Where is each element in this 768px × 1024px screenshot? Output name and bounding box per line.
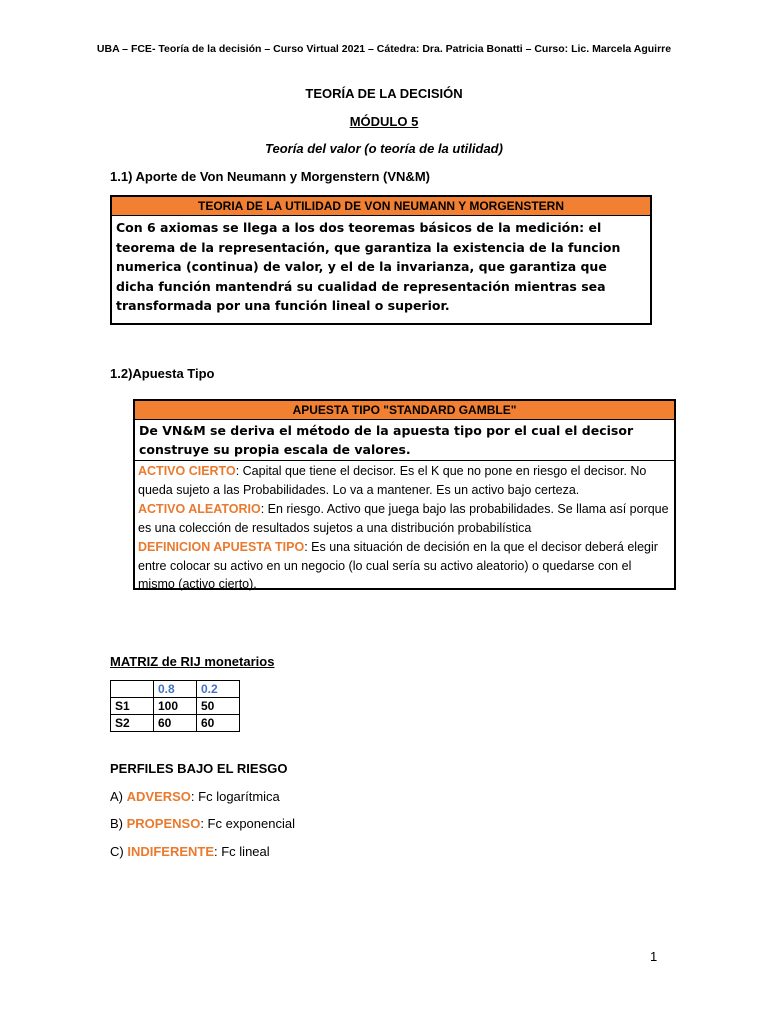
profiles-heading: PERFILES BAJO EL RIESGO: [110, 761, 288, 776]
definition-text: : Es una situación de decisión en la que el decisor deberá elegir entre colocar su activo en un negocio (lo cual sería su activo aleatorio) o quedarse con el mismo (activo cierto).: [138, 540, 658, 591]
page-header: UBA – FCE- Teoría de la decisión – Curso Virtual 2021 – Cátedra: Dra. Patricia Bonatti – Curso: Lic. Marcela Aguirre: [96, 43, 672, 55]
definition-item: [138, 500, 671, 537]
vnm-utility-box: [110, 195, 652, 325]
profile-text: : Fc lineal: [214, 844, 270, 859]
payoff-cell: 60: [197, 715, 240, 732]
standard-gamble-box-title: APUESTA TIPO "STANDARD GAMBLE": [135, 401, 674, 420]
matrix-row: [111, 698, 240, 715]
vnm-utility-box-title: TEORIA DE LA UTILIDAD DE VON NEUMANN Y MORGENSTERN: [112, 197, 650, 216]
profile-prefix: C): [110, 844, 128, 859]
profile-prefix: A): [110, 789, 127, 804]
definition-term: ACTIVO ALEATORIO: [138, 502, 261, 516]
standard-gamble-box: [133, 399, 676, 590]
module-title: MÓDULO 5: [349, 114, 419, 129]
strategy-label: S1: [111, 698, 154, 715]
definition-item: [138, 538, 671, 594]
profile-item: [110, 816, 295, 831]
standard-gamble-lead: De VN&M se deriva el método de la apuesta tipo por el cual el decisor construye su propia escala de valores.: [135, 420, 674, 461]
probability-cell: 0.2: [197, 681, 240, 698]
matrix-heading: MATRIZ de RIJ monetarios: [110, 654, 275, 669]
matrix-row: [111, 715, 240, 732]
profile-term: ADVERSO: [126, 789, 191, 804]
definition-term: ACTIVO CIERTO: [138, 464, 236, 478]
probability-cell: 0.8: [154, 681, 197, 698]
page-number: 1: [650, 949, 658, 964]
profile-text: : Fc logarítmica: [190, 789, 280, 804]
matrix-corner-cell: [111, 681, 154, 698]
payoff-cell: 100: [154, 698, 197, 715]
profile-prefix: B): [110, 816, 127, 831]
profile-item: [110, 789, 280, 804]
profile-text: : Fc exponencial: [200, 816, 295, 831]
definition-text: : En riesgo. Activo que juega bajo las probabilidades. Se llama así porque es una colección de resultados sujetos a una distribución probabilística: [138, 502, 669, 535]
document-title: TEORÍA DE LA DECISIÓN: [305, 86, 463, 101]
section-1-heading: 1.1) Aporte de Von Neumann y Morgenstern (VN&M): [110, 169, 430, 184]
definition-item: [138, 462, 671, 499]
strategy-label: S2: [111, 715, 154, 732]
payoff-cell: 60: [154, 715, 197, 732]
payoff-cell: 50: [197, 698, 240, 715]
section-2-heading: 1.2)Apuesta Tipo: [110, 366, 215, 381]
standard-gamble-definitions: [135, 461, 674, 596]
profile-term: PROPENSO: [126, 816, 201, 831]
vnm-utility-box-text: Con 6 axiomas se llega a los dos teoremas básicos de la medición: el teorema de la representación, que garantiza la existencia de la funcion numerica (continua) de valor, y el de la invarianza, que garantiza que dicha función mantendrá su cualidad de representación mientras sea transformada por una función lineal o superior.: [116, 220, 621, 313]
payoff-matrix: [110, 680, 240, 732]
document-subtitle: Teoría del valor (o teoría de la utilidad): [265, 141, 503, 156]
definition-text: : Capital que tiene el decisor. Es el K que no pone en riesgo el decisor. No queda sujeto a las Probabilidades. Lo va a mantener. Es un activo bajo certeza.: [138, 464, 647, 497]
profile-term: INDIFERENTE: [127, 844, 215, 859]
matrix-header-row: [111, 681, 240, 698]
definition-term: DEFINICION APUESTA TIPO: [138, 540, 305, 554]
profile-item: [110, 844, 270, 859]
